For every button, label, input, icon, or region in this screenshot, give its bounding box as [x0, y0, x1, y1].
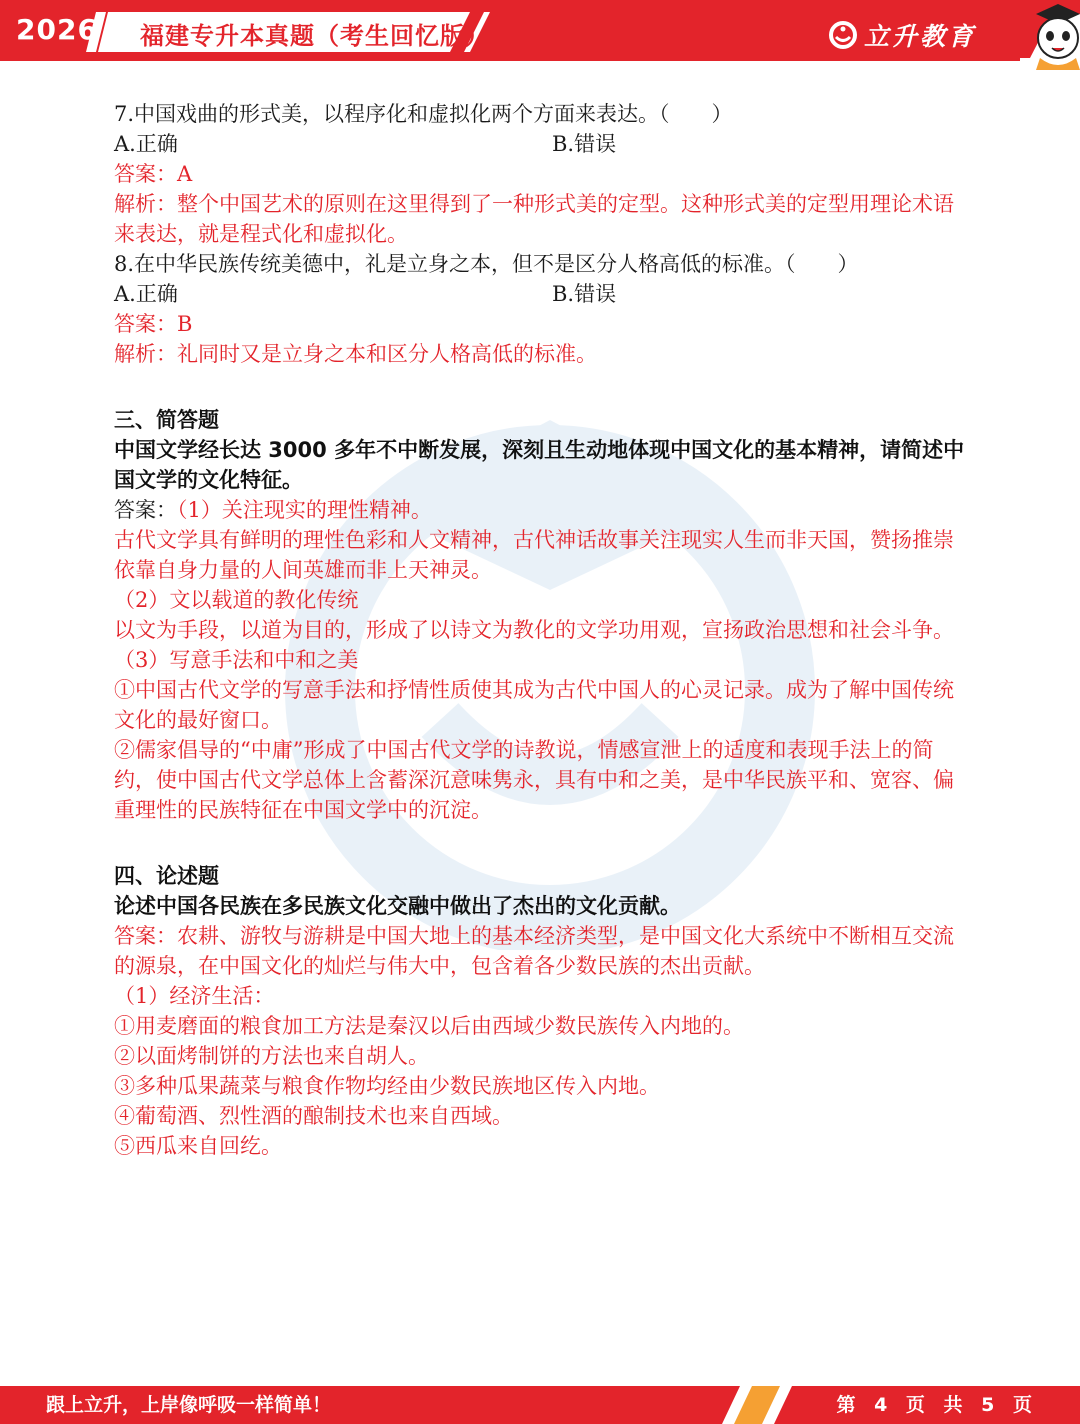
brand — [828, 17, 976, 53]
answer-line: ①用麦磨面的粮食加工方法是秦汉以后由西域少数民族传入内地的。 — [114, 1014, 744, 1038]
question-stem: 8.在中华民族传统美德中，礼是立身之本，但不是区分人格高低的标准。（ ） — [114, 252, 859, 276]
section-title: 四、论述题 — [114, 864, 219, 888]
answer-intro: 答案：农耕、游牧与游耕是中国大地上的基本经济类型，是中国文化大系统中不断相互交流的源泉，在中国文化的灿烂与伟大中，包含着各少数民族的杰出贡献。 — [114, 924, 954, 978]
answer-line: ④葡萄酒、烈性酒的酿制技术也来自西域。 — [114, 1104, 513, 1128]
essay-section — [114, 861, 974, 1161]
question-stem: 论述中国各民族在多民族文化交融中做出了杰出的文化贡献。 — [114, 894, 681, 918]
question-7 — [114, 99, 974, 249]
answer-line: ①中国古代文学的写意手法和抒情性质使其成为古代中国人的心灵记录。成为了解中国传统文化的最好窗口。 — [114, 678, 954, 732]
page-header — [0, 0, 1080, 70]
answer-line: （1）经济生活： — [114, 984, 275, 1008]
answer-label: 答案： — [114, 498, 177, 522]
option-b: B.错误 — [552, 132, 617, 156]
answer-line: ⑤西瓜来自回纥。 — [114, 1134, 282, 1158]
answer-line: ②以面烤制饼的方法也来自胡人。 — [114, 1044, 429, 1068]
answer-line: （1）关注现实的理性精神。 — [177, 498, 432, 522]
options — [114, 129, 974, 159]
answer-line: （2）文以载道的教化传统 — [114, 588, 359, 612]
answer-first-line — [114, 495, 974, 525]
short-answer-section — [114, 405, 974, 825]
footer-slogan: 跟上立升，上岸像呼吸一样简单！ — [46, 1394, 332, 1416]
answer: 答案：B — [114, 312, 193, 336]
page-footer — [0, 1382, 1080, 1424]
mascot-icon — [1026, 0, 1080, 70]
brand-logo-icon — [828, 20, 858, 50]
answer-line: ②儒家倡导的“中庸”形成了中国古代文学的诗教说，情感宣泄上的适度和表现手法上的简约，使中国古代文学总体上含蓄深沉意味隽永，具有中和之美，是中华民族平和、宽容、偏重理性的民族特征在中国文学中的沉淀。 — [114, 738, 954, 822]
options — [114, 279, 974, 309]
option-a: A.正确 — [114, 282, 178, 306]
page-number: 第 4 页 共 5 页 — [836, 1394, 1038, 1416]
page-content — [114, 99, 974, 1161]
question-stem: 中国文学经长达 3000 多年不中断发展，深刻且生动地体现中国文化的基本精神，请简述中国文学的文化特征。 — [114, 438, 965, 492]
answer-line: ③多种瓜果蔬菜与粮食作物均经由少数民族地区传入内地。 — [114, 1074, 660, 1098]
option-a: A.正确 — [114, 132, 178, 156]
header-year: 2026 — [16, 13, 98, 46]
brand-name: 立升教育 — [864, 22, 977, 51]
answer-line: 以文为手段，以道为目的，形成了以诗文为教化的文学功用观，宣扬政治思想和社会斗争。 — [114, 618, 954, 642]
answer: 答案：A — [114, 162, 193, 186]
analysis: 解析：礼同时又是立身之本和区分人格高低的标准。 — [114, 342, 597, 366]
header-title: 福建专升本真题（考生回忆版） — [140, 22, 490, 50]
analysis: 解析：整个中国艺术的原则在这里得到了一种形式美的定型。这种形式美的定型用理论术语来表达，就是程式化和虚拟化。 — [114, 192, 954, 246]
question-8 — [114, 249, 974, 369]
answer-line: （3）写意手法和中和之美 — [114, 648, 359, 672]
option-b: B.错误 — [552, 282, 617, 306]
section-title: 三、简答题 — [114, 408, 219, 432]
question-stem: 7.中国戏曲的形式美，以程序化和虚拟化两个方面来表达。（ ） — [114, 102, 733, 126]
answer-line: 古代文学具有鲜明的理性色彩和人文精神，古代神话故事关注现实人生而非天国，赞扬推崇依靠自身力量的人间英雄而非上天神灵。 — [114, 528, 954, 582]
